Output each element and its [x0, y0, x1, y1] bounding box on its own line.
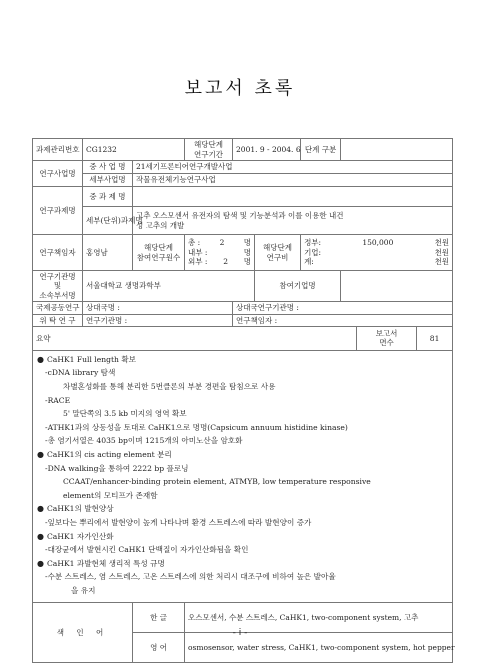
summary-line: 을 유지 — [71, 585, 96, 595]
stage-label: 단계 구분 — [301, 139, 341, 161]
summary-lines — [37, 353, 449, 598]
main-task-value — [133, 187, 453, 207]
period-value: 2001. 9 - 2004. 6 — [233, 139, 301, 161]
project-no-label: 과제관리번호 — [33, 139, 83, 161]
main-program-value: 21세기프론티어연구개발사업 — [133, 161, 453, 174]
summary-line: -대장균에서 발현시킨 CaHK1 단백질이 자가인산화됨을 확인 — [45, 545, 249, 555]
pi-name: 홍영남 — [83, 235, 133, 271]
institution-label: 연구기관명 및 소속부서명 — [33, 271, 83, 302]
research-cost: 정부: 150,000 천원 기업: 천원 계: 천원 — [301, 235, 453, 271]
summary-line: 차별혼성화를 통해 분리한 5번클론의 부분 경편을 탐침으로 사용 — [63, 382, 276, 392]
summary-label: 요약 — [33, 326, 357, 350]
summary-heading: ● CaHK1의 발현양상 — [37, 502, 449, 516]
company-label: 참여기업명 — [255, 271, 341, 302]
outsourcing-pi: 연구책임자 : — [233, 314, 453, 326]
main-task-label: 중 과 제 명 — [83, 187, 133, 207]
main-program-label: 중 사 업 명 — [83, 161, 133, 174]
summary-line: -RACE — [45, 395, 71, 405]
summary-line: -cDNA library 탐색 — [45, 368, 116, 378]
researcher-counts: 총 : 2 명 내부 : 명 외부 : 2 명 — [185, 235, 255, 271]
keywords-ko: 오스모센서, 수분 스트레스, CaHK1, two-component system, 고추 — [185, 602, 453, 632]
keywords-en: osmosensor, water stress, CaHK1, two-component system, hot pepper — [185, 632, 453, 662]
researcher-count-label: 해당단계 참여연구원수 — [133, 235, 185, 271]
summary-heading: ● CaHK1 과발현체 생리적 특성 규명 — [37, 557, 449, 571]
summary-heading: ● CaHK1 자가인산화 — [37, 530, 449, 544]
report-abstract-table — [32, 138, 453, 663]
summary-line: element의 모티프가 존재함 — [63, 490, 158, 500]
project-row — [33, 139, 453, 161]
summary-line: -DNA walking을 통하여 2222 bp 플로닝 — [45, 463, 189, 473]
outsourcing-label: 위 탁 연 구 — [33, 314, 83, 326]
program-label: 연구사업명 — [33, 161, 83, 187]
page-title: 보고서 초록 — [184, 78, 296, 99]
period-label: 해당단계 연구기간 — [185, 139, 233, 161]
intl-label: 국제공동연구 — [33, 302, 83, 314]
summary-line: -잎보다는 뿌리에서 발현양이 높게 나타나며 환경 스트레스에 따라 발현양이 증가 — [45, 518, 312, 527]
pi-label: 연구책임자 — [33, 235, 83, 271]
page-count: 81 — [417, 326, 453, 350]
sub-task-value: 고추 오스모센서 유전자의 탐색 및 기능분석과 이를 이용한 내건 성 고추의 개발 — [133, 207, 453, 235]
summary-line: -ATHK1과의 상동성을 토대로 CaHK1으로 명명(Capsicum annuum histidine kinase) — [45, 422, 348, 432]
project-no: CG1232 — [83, 139, 185, 161]
sub-task-label: 세부(단위)과제명 — [83, 207, 133, 235]
page-number: - i - — [232, 628, 248, 638]
stage-value — [341, 139, 453, 161]
summary-heading: ● CaHK1의 cis acting element 분리 — [37, 448, 449, 462]
outsourcing-institution: 연구기관명 : — [83, 314, 233, 326]
cost-label: 해당단계 연구비 — [255, 235, 301, 271]
summary-heading: ● CaHK1 Full length 확보 — [37, 353, 449, 367]
intl-institution: 상대국연구기관명 : — [233, 302, 453, 314]
keywords-ko-label: 한 글 — [133, 602, 185, 632]
summary-body — [33, 350, 453, 602]
sub-program-value: 작물유전체기능연구사업 — [133, 174, 453, 187]
summary-line: 5' 말단쪽의 3.5 kb 미지의 영역 확보 — [63, 409, 187, 419]
task-label: 연구과제명 — [33, 187, 83, 235]
sub-program-label: 세부사업명 — [83, 174, 133, 187]
summary-line: -수분 스트레스, 염 스트레스, 고온 스트레스에 의한 처리시 대조구에 비하여 높은 발아율 — [45, 572, 336, 582]
institution-value: 서울대학교 생명과학부 — [83, 271, 255, 302]
page-count-label: 보고서 면수 — [357, 326, 417, 350]
summary-line: CCAAT/enhancer-binding protein element, ATMYB, low temperature responsive — [63, 477, 371, 487]
company-value — [341, 271, 453, 302]
intl-partner: 상대국명 : — [83, 302, 233, 314]
summary-line: -총 염기서열은 4035 bp이며 1215개의 아미노산을 암호화 — [45, 436, 243, 446]
keywords-en-label: 영 어 — [133, 632, 185, 662]
keywords-label: 색 인 어 — [33, 602, 133, 662]
